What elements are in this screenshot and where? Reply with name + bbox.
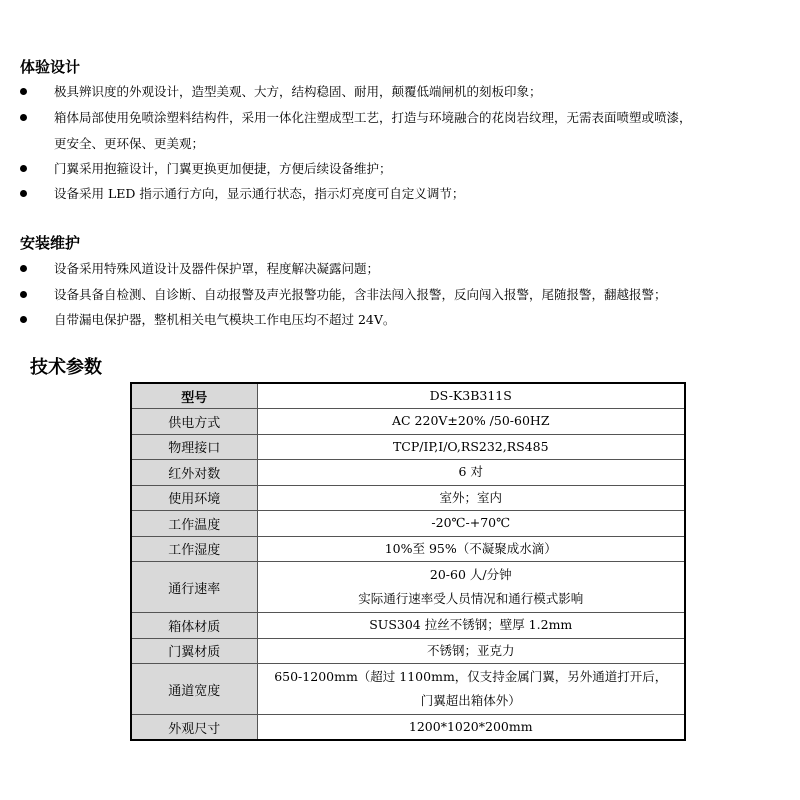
bullet-text: 设备采用 LED 指示通行方向，显示通行状态，指示灯亮度可自定义调节； — [54, 186, 465, 201]
table-row — [131, 511, 685, 537]
spec-value: 6 对 — [257, 460, 685, 486]
spec-table — [130, 382, 686, 741]
bullet-dot-icon — [20, 114, 27, 121]
bullet-text: 更安全、更环保、更美观； — [54, 136, 205, 151]
spec-key: 使用环境 — [131, 485, 257, 511]
table-row — [131, 409, 685, 435]
spec-value-line-1: 650-1200mm（超过 1100mm，仅支持金属门翼，另外通道打开后， — [274, 669, 668, 684]
design-bullet-4 — [20, 180, 790, 207]
spec-value — [257, 562, 685, 613]
spec-key: 通道宽度 — [131, 664, 257, 715]
spec-value: AC 220V±20% /50-60HZ — [257, 409, 685, 435]
bullet-dot-icon — [20, 190, 27, 197]
bullet-dot-icon — [20, 88, 27, 95]
table-row — [131, 613, 685, 639]
spec-key: 供电方式 — [131, 409, 257, 435]
table-row — [131, 383, 685, 409]
bullet-dot-icon — [20, 316, 27, 323]
spec-key: 物理接口 — [131, 434, 257, 460]
spec-key: 工作温度 — [131, 511, 257, 537]
bullet-dot-icon — [20, 291, 27, 298]
spec-value: -20℃-+70℃ — [257, 511, 685, 537]
spec-value: DS-K3B311S — [257, 383, 685, 409]
spec-key: 箱体材质 — [131, 613, 257, 639]
design-bullet-3 — [20, 155, 790, 182]
spec-key: 外观尺寸 — [131, 715, 257, 741]
spec-value — [257, 664, 685, 715]
spec-value-line-2: 门翼超出箱体外） — [420, 693, 521, 708]
bullet-dot-icon — [20, 165, 27, 172]
spec-key: 门翼材质 — [131, 638, 257, 664]
table-row — [131, 715, 685, 741]
table-row — [131, 460, 685, 486]
spec-key: 工作湿度 — [131, 536, 257, 562]
bullet-text: 门翼采用抱箍设计，门翼更换更加便捷，方便后续设备维护； — [54, 161, 392, 176]
spec-value-line-1: 20-60 人/分钟 — [429, 567, 512, 582]
spec-key: 红外对数 — [131, 460, 257, 486]
spec-value: SUS304 拉丝不锈钢；壁厚 1.2mm — [257, 613, 685, 639]
spec-value: 10%至 95%（不凝聚成水滴） — [257, 536, 685, 562]
spec-value-line-2: 实际通行速率受人员情况和通行模式影响 — [358, 591, 584, 606]
spec-value: TCP/IP,I/O,RS232,RS485 — [257, 434, 685, 460]
install-bullet-1 — [20, 255, 790, 282]
table-row — [131, 638, 685, 664]
spec-key: 型号 — [131, 383, 257, 409]
bullet-text: 箱体局部使用免喷涂塑料结构件，采用一体化注塑成型工艺，打造与环境融合的花岗岩纹理，无需表面喷塑或喷漆， — [54, 110, 692, 125]
spec-value: 1200*1020*200mm — [257, 715, 685, 741]
spec-value: 室外；室内 — [257, 485, 685, 511]
table-row — [131, 485, 685, 511]
table-row — [131, 664, 685, 715]
bullet-dot-icon — [20, 265, 27, 272]
table-row — [131, 434, 685, 460]
spec-key: 通行速率 — [131, 562, 257, 613]
design-bullet-2-continued — [20, 130, 790, 157]
design-bullet-1 — [20, 78, 790, 105]
table-row — [131, 562, 685, 613]
install-bullet-2 — [20, 281, 790, 308]
install-bullet-3 — [20, 306, 790, 333]
table-row — [131, 536, 685, 562]
bullet-text: 极具辨识度的外观设计，造型美观、大方，结构稳固、耐用，颠覆低端闸机的刻板印象； — [54, 84, 542, 99]
params-section-title: 技术参数 — [30, 357, 102, 378]
spec-value: 不锈钢；亚克力 — [257, 638, 685, 664]
install-section-title: 安装维护 — [20, 234, 81, 252]
bullet-text: 设备采用特殊风道设计及器件保护罩，程度解决凝露问题； — [54, 261, 380, 276]
design-section-title: 体验设计 — [20, 58, 81, 76]
design-bullet-2 — [20, 104, 790, 131]
bullet-text: 设备具备自检测、自诊断、自动报警及声光报警功能，含非法闯入报警，反向闯入报警，尾随报警，翻越报警； — [54, 287, 667, 302]
bullet-text: 自带漏电保护器，整机相关电气模块工作电压均不超过 24V。 — [54, 312, 396, 327]
